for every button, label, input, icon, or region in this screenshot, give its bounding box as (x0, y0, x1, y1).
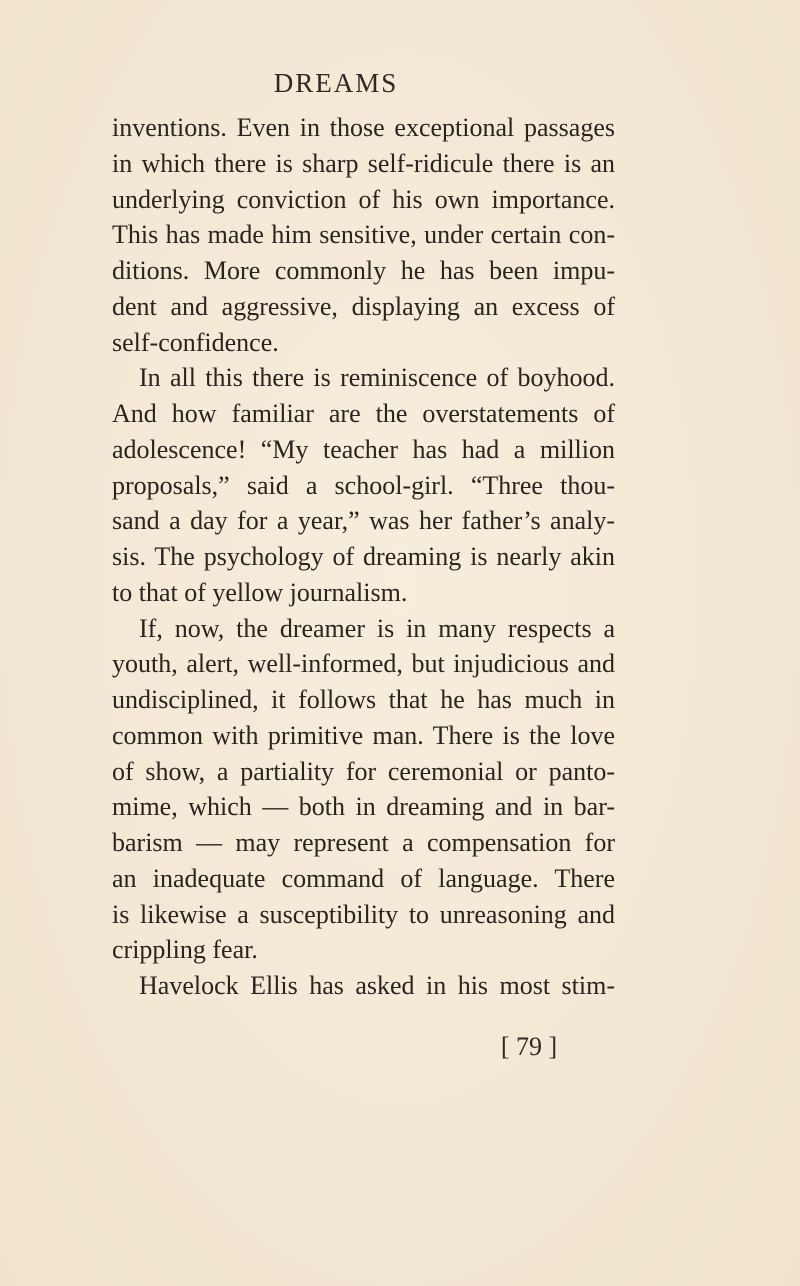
text-line: of show, a partiality for ceremonial or panto- (112, 756, 615, 786)
body-text (112, 110, 615, 1004)
text-line: mime, which — both in dreaming and in bar- (112, 792, 615, 822)
running-head: DREAMS (273, 68, 399, 98)
text-line: to that of yellow journalism. (112, 577, 408, 607)
text-line: self-confidence. (112, 327, 279, 357)
text-line: sand a day for a year,” was her father’s analy- (112, 506, 615, 536)
text-line: dent and aggressive, displaying an excess of (112, 291, 615, 321)
text-line: underlying conviction of his own importance. (112, 184, 615, 214)
text-line: in which there is sharp self-ridicule there is an (112, 148, 615, 178)
text-line: This has made him sensitive, under certain con- (112, 220, 615, 250)
text-line: ditions. More commonly he has been impu- (112, 256, 615, 285)
text-line: adolescence! “My teacher has had a million (112, 434, 615, 464)
page-number: [ 79 ] (500, 1032, 558, 1061)
text-line: proposals,” said a school-girl. “Three thou- (112, 470, 615, 500)
text-line: inventions. Even in those exceptional passages (112, 113, 615, 142)
text-line: common with primitive man. There is the love (112, 720, 615, 750)
text-line: undisciplined, it follows that he has much in (112, 685, 615, 714)
text-line: is likewise a susceptibility to unreasoning and (112, 899, 615, 929)
text-line: crippling fear. (112, 935, 258, 965)
text-line: barism — may represent a compensation for (112, 828, 615, 857)
text-line: In all this there is reminiscence of boyhood. (139, 363, 615, 393)
text-line: If, now, the dreamer is in many respects a (139, 613, 615, 643)
text-line: And how familiar are the overstatements of (112, 399, 615, 428)
text-line: Havelock Ellis has asked in his most stim- (139, 971, 615, 1000)
text-line: an inadequate command of language. There (112, 863, 615, 893)
text-line: sis. The psychology of dreaming is nearly akin (112, 542, 615, 571)
text-line: youth, alert, well-informed, but injudicious and (112, 649, 615, 679)
